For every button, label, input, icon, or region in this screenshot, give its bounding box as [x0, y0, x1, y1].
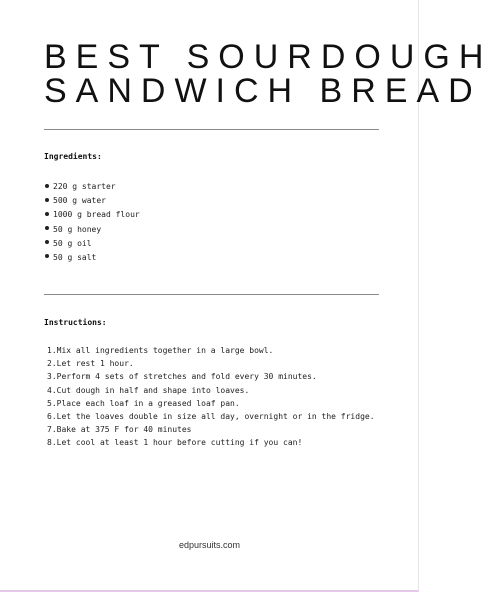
ingredient-text: 50 g honey — [53, 224, 102, 234]
instructions-list — [47, 344, 375, 450]
ingredient-text: 50 g oil — [53, 238, 92, 248]
instruction-step: 5.Place each loaf in a greased loaf pan. — [47, 398, 240, 408]
ingredient-text: 50 g salt — [53, 252, 97, 262]
ingredients-list — [45, 180, 140, 265]
list-item — [45, 208, 140, 222]
recipe-title — [44, 38, 492, 110]
ingredient-text: 220 g starter — [53, 182, 116, 191]
instruction-step: 8.Let cool at least 1 hour before cutting if you can! — [47, 438, 303, 448]
instruction-step: 1.Mix all ingredients together in a large bowl. — [47, 346, 274, 355]
instruction-step: 7.Bake at 375 F for 40 minutes — [47, 425, 192, 435]
list-item — [45, 237, 140, 251]
bullet-icon — [45, 212, 49, 216]
list-item — [45, 194, 140, 208]
bullet-icon — [45, 226, 49, 230]
instruction-step: 2.Let rest 1 hour. — [47, 359, 134, 369]
bullet-icon — [45, 240, 49, 244]
instruction-step: 3.Perform 4 sets of stretches and fold every 30 minutes. — [47, 372, 317, 382]
divider-top — [44, 129, 379, 130]
bullet-icon — [45, 198, 49, 202]
footer-website: edpursuits.com — [178, 540, 241, 550]
instruction-step: 4.Cut dough in half and shape into loaves. — [47, 385, 250, 395]
ingredient-text: 500 g water — [53, 196, 106, 206]
ingredient-text: 1000 g bread flour — [53, 210, 140, 220]
title-line-1: BEST SOURDOUGH — [44, 38, 492, 76]
instructions-heading: Instructions: — [44, 318, 107, 327]
instruction-step: 6.Let the loaves double in size all day, overnight or in the fridge. — [47, 411, 375, 421]
title-line-2: SANDWICH BREAD — [44, 72, 482, 110]
ingredients-heading: Ingredients: — [44, 152, 102, 161]
list-item — [45, 251, 140, 265]
list-item — [45, 223, 140, 237]
list-item — [45, 180, 140, 194]
bullet-icon — [45, 254, 49, 258]
bullet-icon — [45, 184, 49, 188]
divider-middle — [44, 294, 379, 295]
